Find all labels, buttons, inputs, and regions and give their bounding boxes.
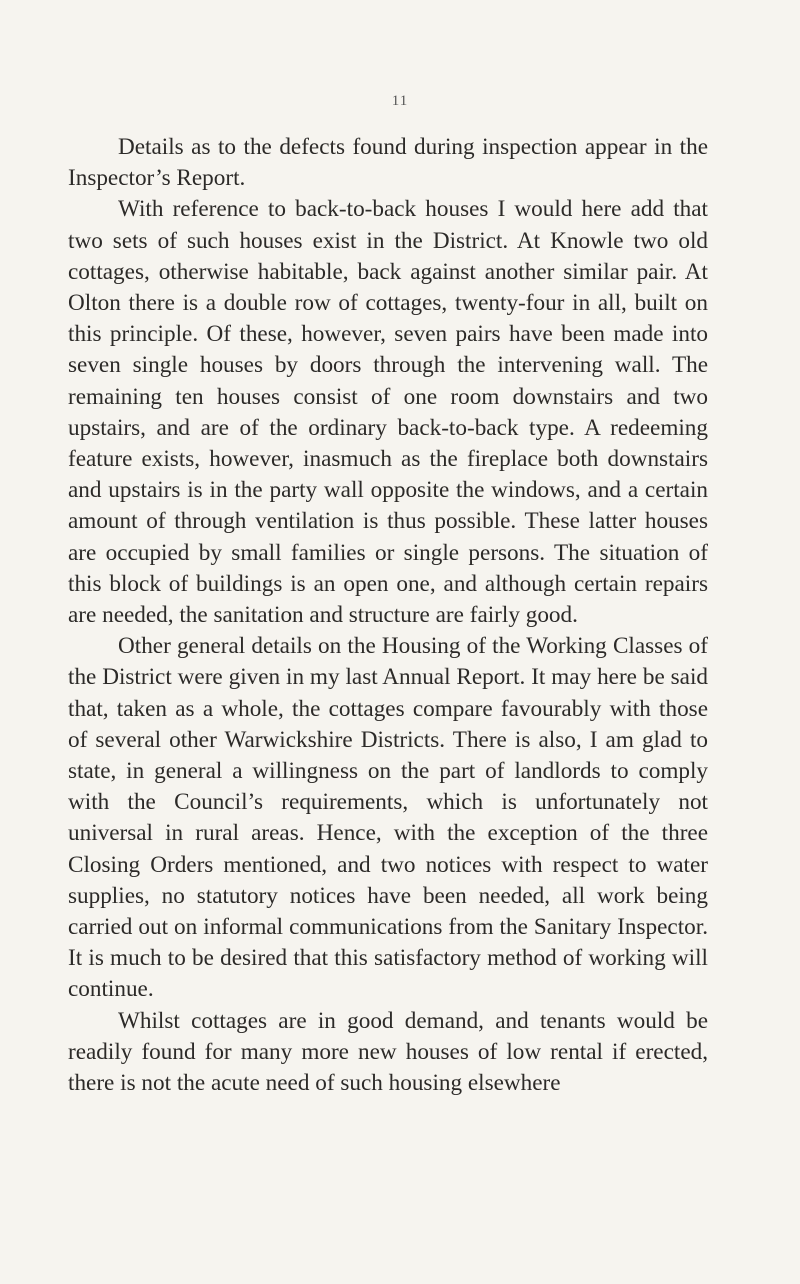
paragraph-back-to-back-houses: With reference to back-to-back houses I would here add that two sets of such houses exist in the District. At Knowle two old cottages, otherwise habitable, back against another similar pair. At Olton there is a double row of cottages, twenty-four in all, built on this principle. Of these, however, seven pairs have been made into seven single houses by doors through the intervening wall. The remaining ten houses consist of one room downstairs and two upstairs, and are of the ordinary back-to-back type. A redeeming feature exists, however, inasmuch as the fireplace both downstairs and upstairs is in the party wall opposite the windows, and a certain amount of through ventilation is thus possible. These latter houses are occupied by small families or single persons. The situation of this block of buildings is an open one, and although certain repairs are needed, the sanitation and structure are fairly good. — [68, 196, 708, 629]
paragraph-defects: Details as to the defects found during inspection appear in the Inspector’s Report. — [68, 134, 708, 192]
paragraph-cottage-demand: Whilst cottages are in good demand, and tenants would be readily found for many more new houses of low rental if erected, there is not the acute need of such housing elsewhere — [68, 1007, 708, 1097]
paragraph-housing-working-classes: Other general details on the Housing of the Working Classes of the District were given in my last Annual Report. It may here be said that, taken as a whole, the cottages compare favourably with those of several other Warwickshire Districts. There is also, I am glad to state, in general a willingness on the part of landlords to comply with the Council’s requirements, which is unfortunately not universal in rural areas. Hence, with the exception of the three Closing Orders mentioned, and two notices with respect to water supplies, no statutory notices have been needed, all work being carried out on informal communications from the Sanitary Inspector. It is much to be desired that this satisfactory method of working will continue. — [68, 633, 708, 1003]
page-number: 11 — [391, 93, 409, 109]
body-text — [68, 132, 708, 1099]
